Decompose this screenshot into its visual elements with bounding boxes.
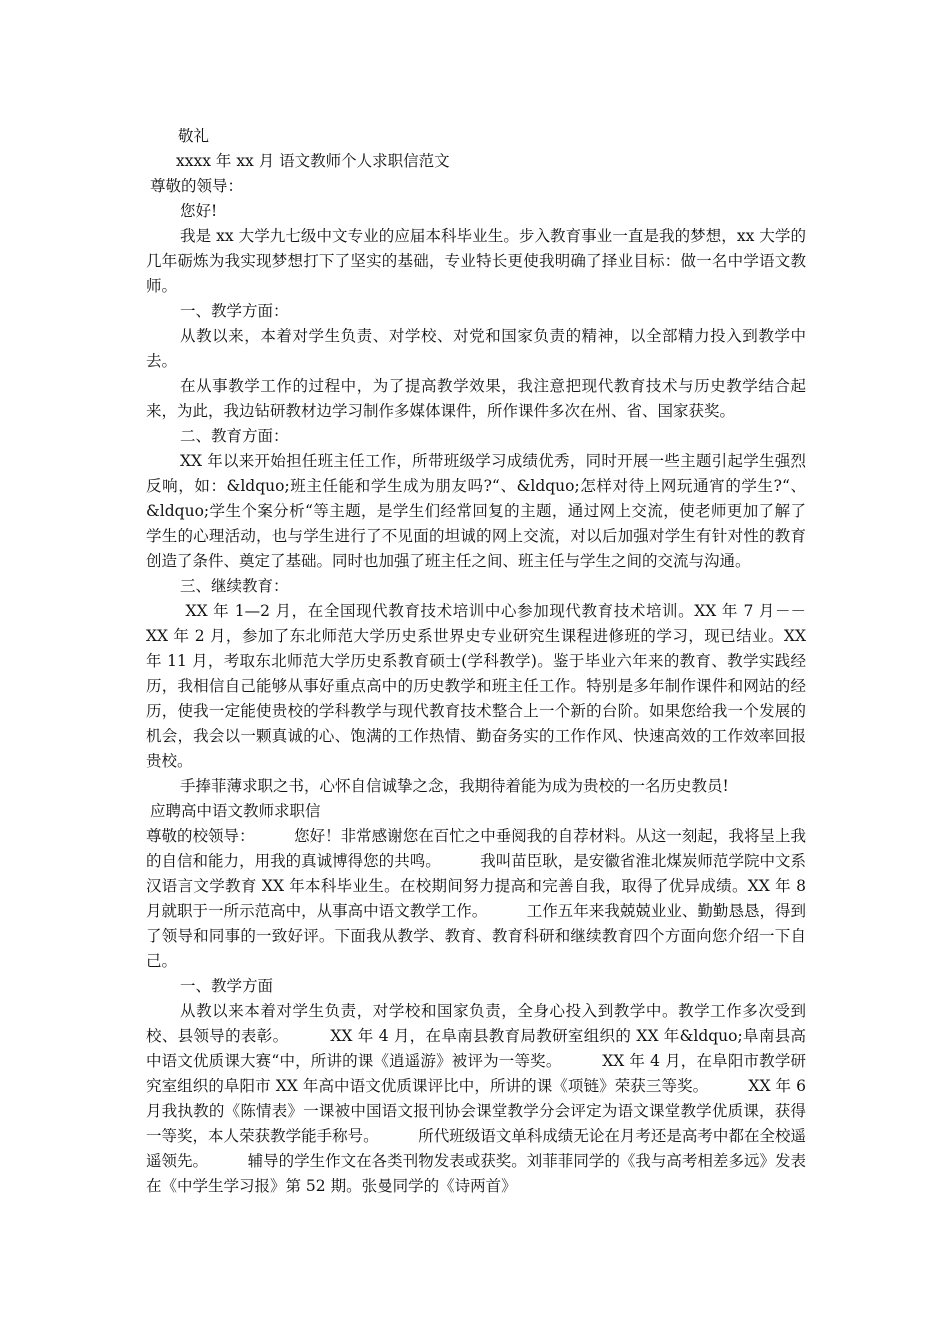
section2-paragraph1: XX 年以来开始担任班主任工作，所带班级学习成绩优秀，同时开展一些主题引起学生强烈反响，如：&ldquo;班主任能和学生成为朋友吗?“、&ldquo;怎样对待上网玩通宵的学生?“、&ldquo;学生个案分析“等主题，是学生们经常回复的主题，通过网上交流，使老师更加了解了学生的心理活动，也与学生进行了不见面的坦诚的网上交流，对以后加强对学生有针对性的教育创造了条件、奠定了基础。同时也加强了班主任之间、班主任与学生之间的交流与沟通。 (146, 452, 806, 570)
document-page (146, 124, 811, 1199)
section1-title: 一、教学方面： (180, 302, 289, 320)
greeting: 尊敬的领导： (150, 177, 244, 195)
letter2-section1-title: 一、教学方面 (180, 977, 274, 995)
section3-title: 三、继续教育： (180, 577, 289, 595)
hello-line: 您好! (180, 202, 218, 220)
letter2-section1-paragraph: 从教以来本着对学生负责，对学校和国家负责，全身心投入到教学中。教学工作多次受到校、县领导的表彰。 XX 年 4 月，在阜南县教育局教研室组织的 XX 年&ldquo;阜南县高中语文优质课大赛“中，所讲的课《逍遥游》被评为一等奖。 XX 年 4 月，在阜阳市教学研究室组织的阜阳市 XX 年高中语文优质课评比中，所讲的课《项链》荣获三等奖。 XX 年 6 月我执教的《陈情表》一课被中国语文报刊协会课堂教学分会评定为语文课堂教学优质课，获得一等奖，本人荣获教学能手称号。 所代班级语文单科成绩无论在月考还是高考中都在全校遥遥领先。 辅导的学生作文在各类刊物发表或获奖。刘菲菲同学的《我与高考相差多远》发表在《中学生学习报》第 52 期。张曼同学的《诗两首》 (146, 1002, 811, 1195)
letter2-title: 应聘高中语文教师求职信 (150, 802, 321, 820)
closing-salutation: 敬礼 (178, 127, 210, 145)
letter2-paragraph1: 尊敬的校领导： 您好！非常感谢您在百忙之中垂阅我的自荐材料。从这一刻起，我将呈上我的自信和能力，用我的真诚博得您的共鸣。 我叫苗臣耿，是安徽省淮北煤炭师范学院中文系汉语言文学教育 XX 年本科毕业生。在校期间努力提高和完善自我，取得了优异成绩。XX 年 8 月就职于一所示范高中，从事高中语文教学工作。 工作五年来我兢兢业业、勤勤恳恳，得到了领导和同事的一致好评。下面我从教学、教育、教育科研和继续教育四个方面向您介绍一下自己。 (146, 827, 811, 970)
section1-paragraph2: 在从事教学工作的过程中，为了提高教学效果，我注意把现代教育技术与历史教学结合起来，为此，我边钻研教材边学习制作多媒体课件，所作课件多次在州、省、国家获奖。 (146, 377, 806, 420)
date-title: xxxx 年 xx 月 语文教师个人求职信范文 (176, 152, 450, 170)
intro-paragraph: 我是 xx 大学九七级中文专业的应届本科毕业生。步入教育事业一直是我的梦想，xx 大学的几年砺炼为我实现梦想打下了坚实的基础，专业特长更使我明确了择业目标：做一名中学语文教师。 (146, 227, 806, 295)
section1-paragraph1: 从教以来，本着对学生负责、对学校、对党和国家负责的精神，以全部精力投入到教学中去。 (146, 327, 806, 370)
section2-title: 二、教育方面： (180, 427, 289, 445)
section3-paragraph1: XX 年 1—2 月，在全国现代教育技术培训中心参加现代教育技术培训。XX 年 7 月－－XX 年 2 月，参加了东北师范大学历史系世界史专业研究生课程进修班的学习，现已结业。XX 年 11 月，考取东北师范大学历史系教育硕士(学科教学)。鉴于毕业六年来的教育、教学实践经历，我相信自己能够从事好重点高中的历史教学和班主任工作。特别是多年制作课件和网站的经历，使我一定能使贵校的学科教学与现代教育技术整合上一个新的台阶。如果您给我一个发展的机会，我会以一颗真诚的心、饱满的工作热情、勤奋务实的工作作风、快速高效的工作效率回报贵校。 (146, 602, 811, 770)
closing-paragraph: 手捧菲薄求职之书，心怀自信诚挚之念，我期待着能为成为贵校的一名历史教员! (180, 777, 729, 795)
